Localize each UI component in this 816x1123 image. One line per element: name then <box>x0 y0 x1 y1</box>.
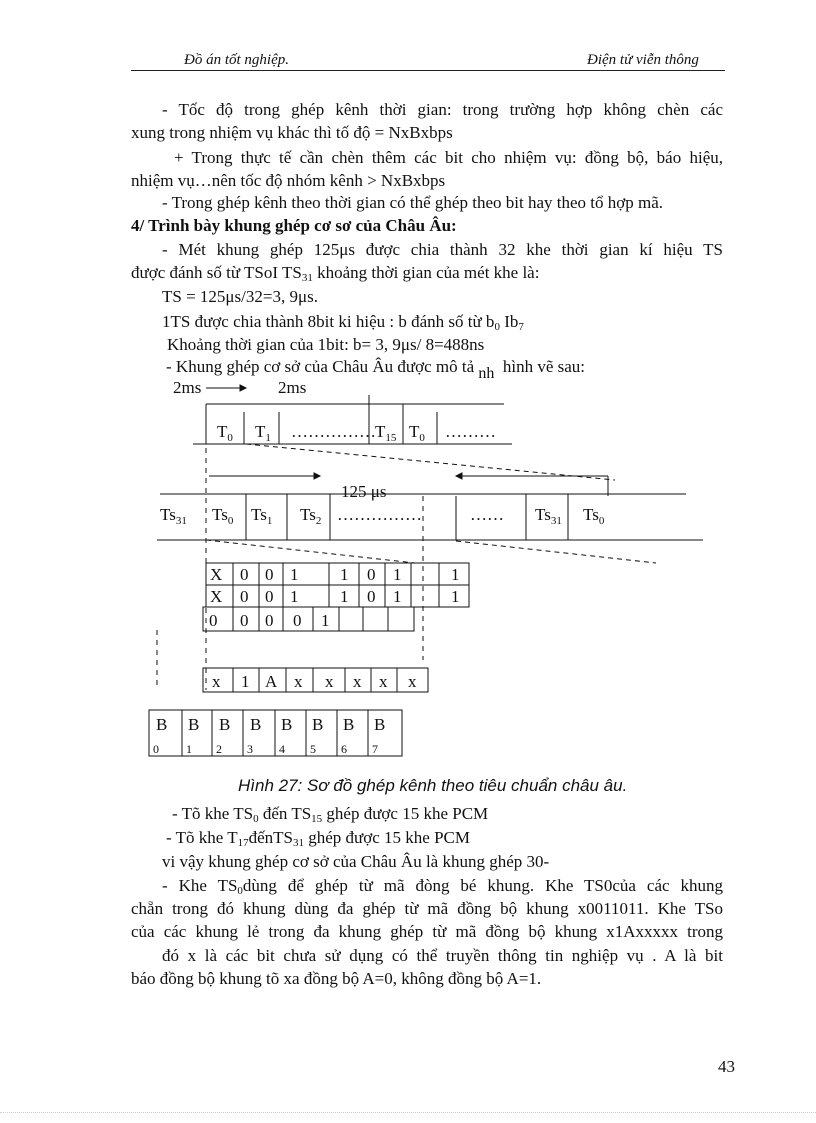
bit-cell: 1 <box>340 587 349 606</box>
bit-cell: 1 <box>290 587 299 606</box>
b-cell: B <box>250 715 262 734</box>
text-line: - Khe $TS_0dùng$ để ghép từ mã đòng bé khung. Khe TS0của các khung <box>162 876 723 897</box>
text-line: - Khung ghép cơ sở của Châu Âu được mô tả nh hình vẽ sau: <box>166 357 586 382</box>
text-line: vi vậy khung ghép cơ sở của Châu Âu là khung ghép 30- <box>162 852 550 871</box>
text-line: - Trong ghép kênh theo thời gian có thể ghép theo bit hay theo tổ hợp mã. <box>162 193 663 212</box>
bit-cell: 1 <box>321 611 330 630</box>
bit-cell: x <box>212 672 221 691</box>
bit-cell: 1 <box>290 565 299 584</box>
slot-T1: $T_1$ <box>255 422 271 444</box>
text-line: - Tốc độ trong ghép kênh thời gian: trong trường hợp không chèn các <box>162 100 723 119</box>
header-left: Đồ án tốt nghiệp. <box>184 52 289 68</box>
text-line: Khoảng thời gian của 1bit: b= 3, 9μs/ 8=488ns <box>167 335 485 354</box>
text-line: TS = 125μs/32=3, 9μs. <box>162 287 318 306</box>
text-line: 1TS được chia thành 8bit ki hiệu : b đánh số từ $b_0$ $Ib_7$ <box>162 312 524 333</box>
slot-dots-d: …… <box>470 505 504 524</box>
slot-Ts0: $Ts_0$ <box>212 505 234 527</box>
bit-cell: 1 <box>393 565 402 584</box>
label-2ms-b: 2ms <box>278 378 307 397</box>
bit-cell: 0 <box>240 587 249 606</box>
slot-dots-b: ……… <box>445 422 496 441</box>
bit-cell: 1 <box>340 565 349 584</box>
bit-cell: x <box>379 672 388 691</box>
bit-cell: 1 <box>241 672 250 691</box>
figure-caption: Hình 27: Sơ đồ ghép kênh theo tiêu chuẩn châu âu. <box>238 776 628 795</box>
bit-cell: 0 <box>265 611 274 630</box>
page-number: 43 <box>718 1057 735 1076</box>
bit-cell: 0 <box>265 565 274 584</box>
text-line: + Trong thực tế cần chèn thêm các bit cho nhiệm vụ: đồng bộ, báo hiệu, <box>174 148 723 167</box>
slot-Ts2: $Ts_2$ <box>300 505 322 527</box>
slot-Ts1: $Ts_1$ <box>251 505 273 527</box>
text-line: báo đồng bộ khung tõ xa đồng bộ A=0, không đồng bộ A=1. <box>131 969 542 988</box>
slot-T15: $T_{15}$ <box>375 422 397 444</box>
b-cell: B <box>374 715 386 734</box>
bit-cell: 0 <box>367 565 376 584</box>
b-cell: B <box>281 715 293 734</box>
bit-cell: 0 <box>367 587 376 606</box>
bit-cell: X <box>210 587 223 606</box>
text-line: chẵn trong đó khung dùng đa ghép từ mã đồng bộ khung x0011011. Khe TSo <box>131 899 723 918</box>
text-line: - Tõ khe $TS_0$ đến $TS_{15}$ ghép được 15 khe PCM <box>172 804 489 825</box>
slot-dots-a: …………… <box>291 422 376 441</box>
b-cell: B <box>312 715 324 734</box>
b-index: 2 <box>216 742 222 756</box>
text-line: nhiệm vụ…nên tốc độ nhóm kênh > NxBxbps <box>131 171 446 190</box>
label-2ms-a: 2ms <box>173 378 202 397</box>
slot-Ts0-b: $Ts_0$ <box>583 505 605 527</box>
b-index: 0 <box>153 742 159 756</box>
label-125us: 125 μs <box>341 482 387 501</box>
slot-dots-c: …………… <box>337 505 422 524</box>
bit-cell: 0 <box>265 587 274 606</box>
section-heading: 4/ Trình bày khung ghép cơ sơ của Châu Âu: <box>131 216 457 235</box>
text-line: - Mét khung ghép 125μs được chia thành 32 khe thời gian kí hiệu TS <box>162 240 723 259</box>
bit-cell: x <box>325 672 334 691</box>
b-index: 4 <box>279 742 285 756</box>
text-line: được đánh số từ TSoI $TS_{31}$ khoảng thời gian của mét khe là: <box>131 263 540 284</box>
text-line: xung trong nhiệm vụ khác thì tố độ = NxBxbps <box>131 123 453 142</box>
b-index: 6 <box>341 742 347 756</box>
footer-rule <box>0 1112 816 1114</box>
slot-T0-b: $T_0$ <box>409 422 425 444</box>
bit-cell: 1 <box>451 565 460 584</box>
bit-cell: A <box>265 672 278 691</box>
bit-cell: x <box>353 672 362 691</box>
bit-cell: x <box>408 672 417 691</box>
slot-T0: $T_0$ <box>217 422 233 444</box>
bit-cell: 1 <box>451 587 460 606</box>
bit-cell: 0 <box>240 611 249 630</box>
b-index: 3 <box>247 742 253 756</box>
b-cell: B <box>343 715 355 734</box>
text-line: đó x là các bit chưa sử dụng có thể truyền thông tin nghiệp vụ . A là bit <box>162 946 723 965</box>
bit-cell: 0 <box>209 611 218 630</box>
header-right: Điện tử viễn thông <box>587 52 699 68</box>
text-line: - Tõ khe $T_{17}đếnTS_{31}$ ghép được 15 khe PCM <box>166 828 471 849</box>
slot-Ts31-b: $Ts_{31}$ <box>535 505 562 527</box>
bit-cell: 0 <box>240 565 249 584</box>
b-index: 5 <box>310 742 316 756</box>
slot-Ts31: $Ts_{31}$ <box>160 505 187 527</box>
bit-cell: x <box>294 672 303 691</box>
bit-cell: 0 <box>293 611 302 630</box>
bit-cell: 1 <box>393 587 402 606</box>
b-cell: B <box>219 715 231 734</box>
text-line: của các khung lẻ trong đa khung ghép từ mã đồng bộ khung x1Axxxxx trong <box>131 922 723 941</box>
b-index: 7 <box>372 742 378 756</box>
bit-cell: X <box>210 565 223 584</box>
b-index: 1 <box>186 742 192 756</box>
b-cell: B <box>156 715 168 734</box>
b-cell: B <box>188 715 200 734</box>
